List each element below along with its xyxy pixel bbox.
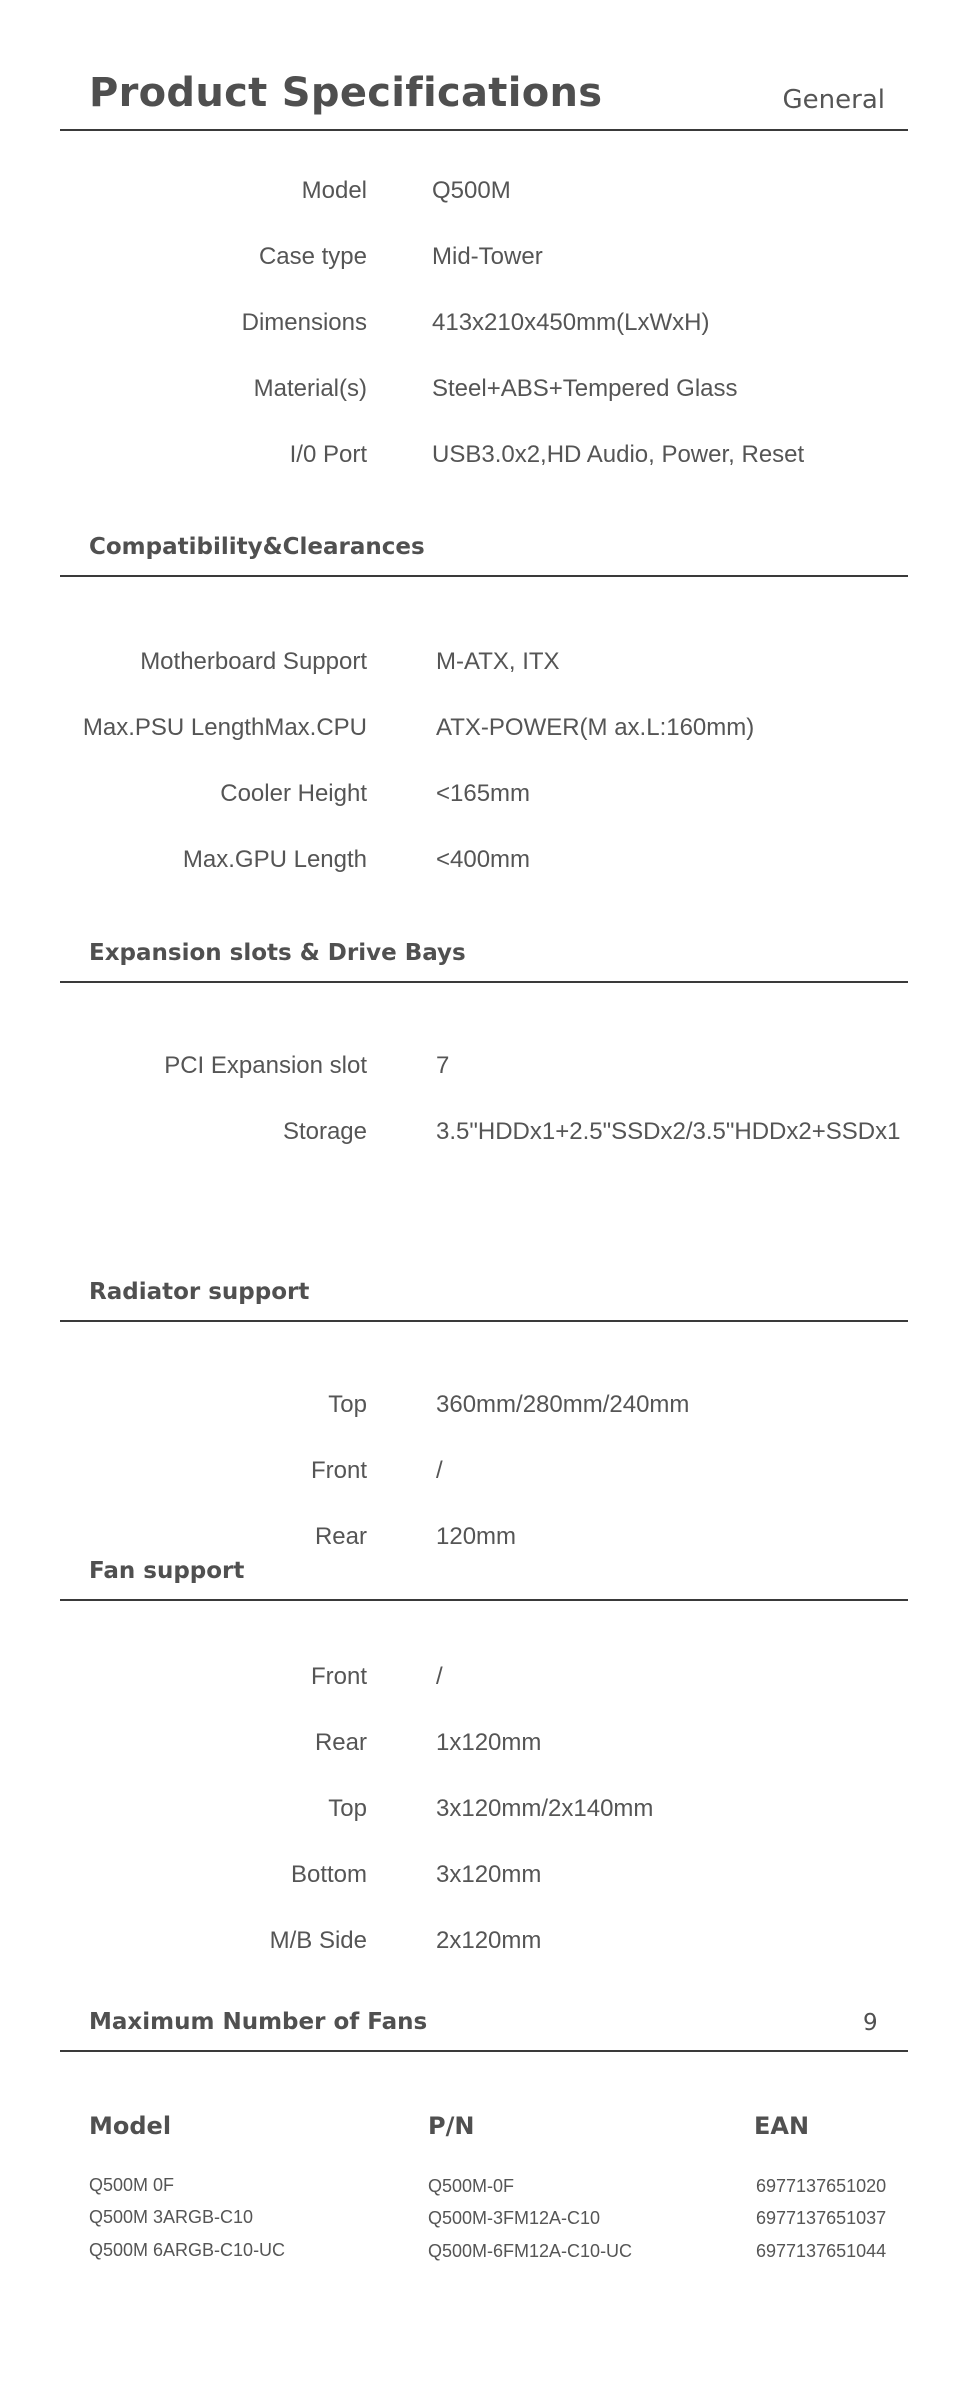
spec-value-model: Q500M	[432, 177, 511, 204]
section-divider	[60, 2050, 908, 2052]
header-divider	[60, 129, 908, 131]
spec-value-gpu-length: <400mm	[436, 846, 531, 873]
section-title-radiator: Radiator support	[89, 1279, 310, 1305]
spec-label-radiator-rear: Rear	[314, 1523, 367, 1550]
spec-label-radiator-front: Front	[310, 1457, 367, 1484]
spec-value-fan-bottom: 3x120mm	[436, 1861, 542, 1888]
spec-label-dimensions: Dimensions	[241, 309, 367, 336]
spec-value-motherboard: M-ATX, ITX	[436, 648, 560, 675]
spec-label-radiator-top: Top	[328, 1391, 367, 1418]
spec-value-storage: 3.5"HDDx1+2.5"SSDx2/3.5"HDDx2+SSDx1	[436, 1118, 901, 1145]
table-cell-pn: Q500M-6FM12A-C10-UC	[428, 2241, 633, 2261]
table-cell-model: Q500M 6ARGB-C10-UC	[89, 2240, 286, 2260]
page-title: Product Specifications	[89, 70, 603, 116]
spec-value-case-type: Mid-Tower	[432, 243, 543, 270]
spec-label-gpu-length: Max.GPU Length	[182, 846, 367, 873]
spec-value-dimensions: 413x210x450mm(LxWxH)	[432, 309, 710, 336]
spec-label-fan-top: Top	[328, 1795, 367, 1822]
section-title-compatibility: Compatibility&Clearances	[89, 534, 425, 560]
table-cell-ean: 6977137651044	[756, 2241, 887, 2261]
section-divider	[60, 1599, 908, 1601]
spec-label-io-port: I/0 Port	[289, 441, 367, 468]
spec-value-psu-length: ATX-POWER(M ax.L:160mm)	[436, 714, 755, 741]
table-cell-ean: 6977137651037	[756, 2208, 887, 2228]
spec-value-pci-slot: 7	[436, 1052, 450, 1079]
spec-label-fan-mb-side: M/B Side	[269, 1927, 367, 1954]
spec-label-fan-bottom: Bottom	[290, 1861, 367, 1888]
spec-value-radiator-front: /	[436, 1457, 443, 1484]
spec-value-fan-top: 3x120mm/2x140mm	[436, 1795, 654, 1822]
table-header-ean: EAN	[754, 2112, 810, 2140]
spec-value-io-port: USB3.0x2,HD Audio, Power, Reset	[432, 441, 805, 468]
section-title-fan-support: Fan support	[89, 1558, 245, 1584]
table-cell-model: Q500M 0F	[89, 2175, 175, 2195]
table-cell-pn: Q500M-0F	[428, 2176, 515, 2196]
spec-label-fan-front: Front	[310, 1663, 367, 1690]
spec-value-radiator-rear: 120mm	[436, 1523, 517, 1550]
table-header-model: Model	[89, 2112, 172, 2140]
table-cell-pn: Q500M-3FM12A-C10	[428, 2208, 601, 2228]
table-cell-model: Q500M 3ARGB-C10	[89, 2207, 254, 2227]
spec-label-fan-rear: Rear	[314, 1729, 367, 1756]
spec-value-cooler-height: <165mm	[436, 780, 531, 807]
spec-label-motherboard: Motherboard Support	[140, 648, 367, 675]
page-category-tag: General	[782, 85, 885, 115]
max-fans-value: 9	[863, 2010, 878, 2036]
spec-label-storage: Storage	[282, 1118, 367, 1145]
spec-label-model: Model	[301, 177, 367, 204]
table-cell-ean: 6977137651020	[756, 2176, 887, 2196]
table-header-pn: P/N	[428, 2112, 475, 2140]
section-title-max-fans: Maximum Number of Fans	[89, 2009, 428, 2035]
section-title-expansion: Expansion slots & Drive Bays	[89, 940, 466, 966]
section-divider	[60, 575, 908, 577]
spec-value-fan-rear: 1x120mm	[436, 1729, 542, 1756]
spec-value-radiator-top: 360mm/280mm/240mm	[436, 1391, 690, 1418]
section-divider	[60, 1320, 908, 1322]
spec-label-case-type: Case type	[258, 243, 367, 270]
spec-value-fan-mb-side: 2x120mm	[436, 1927, 542, 1954]
spec-value-fan-front: /	[436, 1663, 443, 1690]
spec-label-pci-slot: PCI Expansion slot	[164, 1052, 367, 1079]
section-divider	[60, 981, 908, 983]
spec-label-cooler-height: Cooler Height	[220, 780, 367, 807]
spec-value-materials: Steel+ABS+Tempered Glass	[432, 375, 738, 402]
spec-label-materials: Material(s)	[253, 375, 367, 402]
spec-label-psu-length: Max.PSU LengthMax.CPU	[82, 714, 367, 741]
